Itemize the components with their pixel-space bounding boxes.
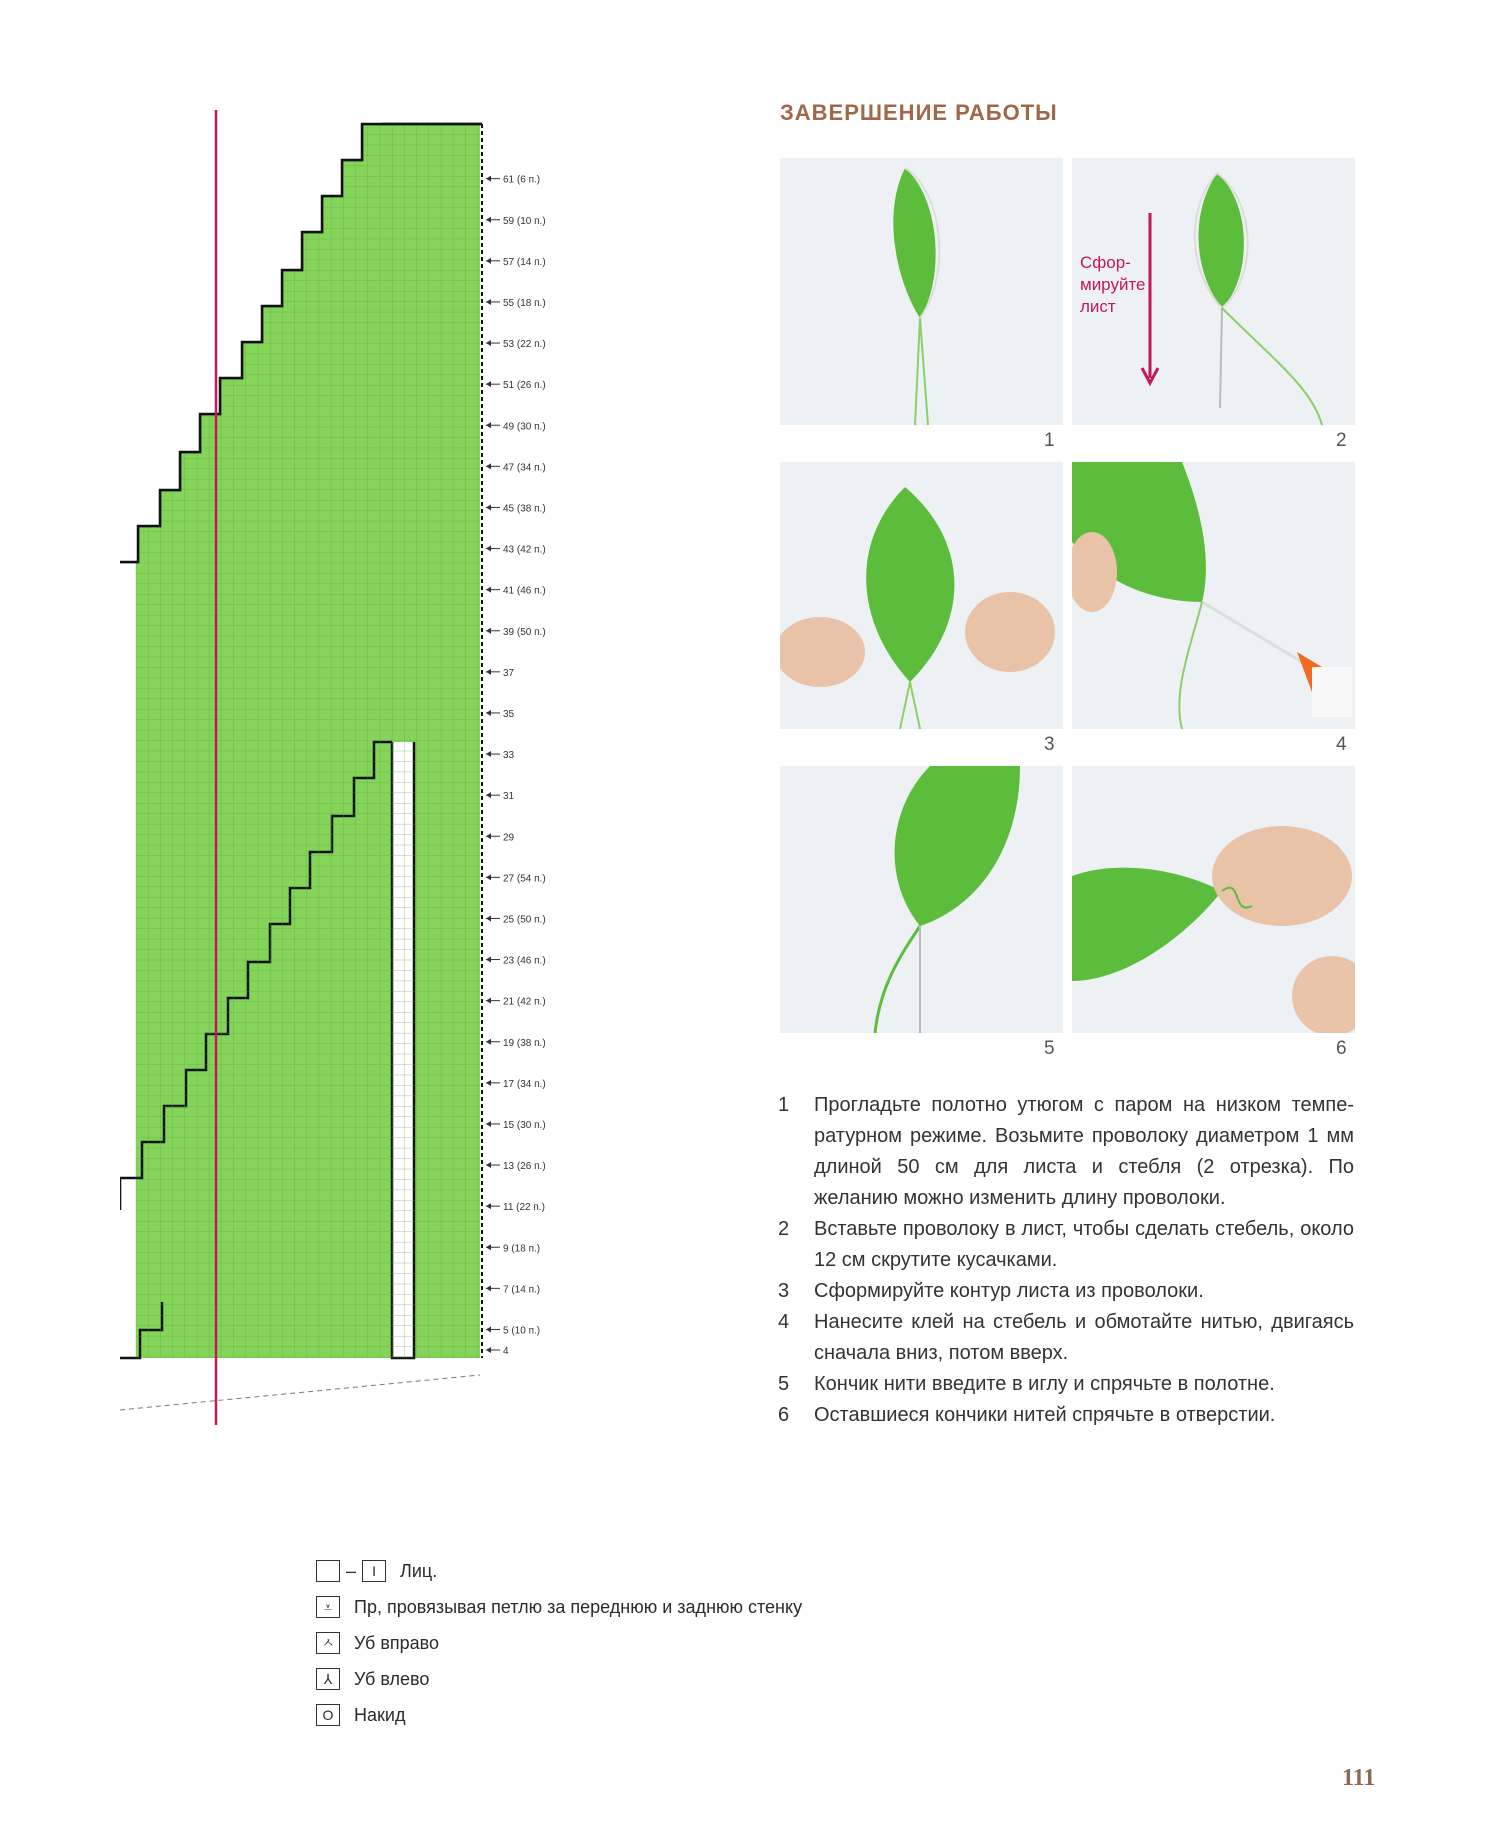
row-arrowhead (486, 546, 491, 552)
row-arrowhead (486, 381, 491, 387)
row-arrowhead (486, 957, 491, 963)
instruction-step (778, 1369, 1354, 1400)
row-label: 7 (14 п.) (503, 1284, 541, 1296)
decrease-right-icon: ㅅ (316, 1632, 340, 1654)
row-label: 23 (46 п.) (503, 955, 546, 967)
row-arrowhead (486, 915, 491, 921)
legend-row-increase (316, 1589, 802, 1625)
row-arrowhead (486, 463, 491, 469)
row-label: 19 (38 п.) (503, 1037, 546, 1049)
row-arrowhead (486, 422, 491, 428)
row-arrowhead (486, 299, 491, 305)
row-label: 61 (6 п.) (503, 174, 541, 186)
photo-2-text-1: Сфор- (1080, 253, 1131, 272)
photo-label-6: 6 (1336, 1038, 1347, 1059)
leaf-photo-5 (780, 766, 1063, 1033)
leaf-photo-4 (1072, 462, 1355, 729)
leaf-photo-2 (1072, 158, 1355, 425)
row-label: 4 (503, 1346, 509, 1357)
vertical-bar-icon: I (362, 1560, 386, 1582)
row-arrowhead (486, 1080, 491, 1086)
row-arrowhead (486, 669, 491, 675)
row-arrowhead (486, 628, 491, 634)
row-arrowhead (486, 176, 491, 182)
knitting-chart-svg (120, 110, 620, 1470)
row-label: 21 (42 п.) (503, 996, 546, 1008)
row-arrowhead (486, 792, 491, 798)
legend-row-dec-right (316, 1625, 802, 1661)
instruction-step (778, 1090, 1354, 1214)
empty-square-icon (316, 1560, 340, 1582)
page-number: 111 (1342, 1765, 1376, 1791)
legend-label: Уб влево (354, 1668, 430, 1689)
instruction-step (778, 1214, 1354, 1276)
legend-label: Накид (354, 1704, 406, 1725)
step-text: Кончик нити введите в иглу и спрячьте в полотне. (814, 1373, 1275, 1395)
row-arrowhead (486, 1326, 491, 1332)
row-label: 17 (34 п.) (503, 1078, 546, 1090)
step-number: 3 (778, 1280, 790, 1302)
knitting-chart (120, 110, 620, 1470)
legend-label: Лиц. (400, 1560, 438, 1581)
photo-3 (780, 462, 1063, 729)
row-label: 35 (503, 708, 515, 720)
photo-4 (1072, 462, 1355, 729)
photo-label-5: 5 (1044, 1038, 1055, 1059)
row-label: 55 (18 п.) (503, 297, 546, 309)
legend-row-knit (316, 1553, 802, 1589)
row-arrowhead (486, 751, 491, 757)
row-label: 27 (54 п.) (503, 873, 546, 885)
row-arrowhead (486, 504, 491, 510)
leaf-photo-1 (780, 158, 1063, 425)
yarn-over-icon: O (316, 1704, 340, 1726)
row-label: 9 (18 п.) (503, 1243, 541, 1255)
leaf-photo-6 (1072, 766, 1355, 1033)
decrease-left-icon: ⅄ (316, 1668, 340, 1690)
photo-label-4: 4 (1336, 734, 1347, 755)
photo-2-text-2: мируйте (1080, 275, 1146, 294)
step-text: Вставьте проволоку в лист, чтобы сделать стебель, около 12 см скрутите кусачками. (814, 1218, 1354, 1271)
row-label: 59 (10 п.) (503, 215, 546, 227)
step-number: 2 (778, 1218, 790, 1240)
row-label: 29 (503, 832, 515, 844)
row-arrowhead (486, 217, 491, 223)
step-number: 6 (778, 1404, 790, 1426)
row-arrowhead (486, 874, 491, 880)
row-label: 57 (14 п.) (503, 256, 546, 268)
row-label: 53 (22 п.) (503, 339, 546, 351)
photo-label-1: 1 (1044, 430, 1055, 451)
increase-symbol-icon: ⩡ (316, 1596, 340, 1618)
photo-6 (1072, 766, 1355, 1033)
legend-label: Уб вправо (354, 1632, 440, 1653)
step-text: Оставшиеся кончики нитей спрячьте в отверстии. (814, 1404, 1276, 1426)
row-label: 13 (26 п.) (503, 1161, 546, 1173)
row-label: 49 (30 п.) (503, 421, 546, 433)
row-arrowhead (486, 998, 491, 1004)
step-text: Прогладьте полотно утюгом с паром на низком темпе-ратурном режиме. Возьмите проволоку диаметром 1 мм длиной 50 см для листа и стебля (2 отрезка). По желанию можно изменить длину проволоки. (814, 1094, 1354, 1209)
step-text: Нанесите клей на стебель и обмотайте нитью, двигаясь сначала вниз, потом вверх. (814, 1311, 1354, 1364)
legend-label: Пр, провязывая петлю за переднюю и заднюю стенку (354, 1596, 803, 1617)
row-label: 45 (38 п.) (503, 503, 546, 515)
chart-perspective-line (120, 1375, 480, 1410)
row-arrowhead (486, 258, 491, 264)
row-label: 51 (26 п.) (503, 380, 546, 392)
row-label: 25 (50 п.) (503, 914, 546, 926)
legend-dash: – (346, 1560, 357, 1581)
photo-1 (780, 158, 1063, 425)
instruction-step (778, 1307, 1354, 1369)
instruction-step (778, 1276, 1354, 1307)
row-arrowhead (486, 1244, 491, 1250)
step-text: Сформируйте контур листа из проволоки. (814, 1280, 1204, 1302)
row-label: 11 (22 п.) (503, 1202, 545, 1214)
row-label: 5 (10 п.) (503, 1325, 541, 1337)
row-label: 37 (503, 667, 515, 679)
row-arrowhead (486, 1121, 491, 1127)
instructions-list (778, 1090, 1354, 1431)
row-arrowhead (486, 710, 491, 716)
row-arrowhead (486, 833, 491, 839)
step-number: 5 (778, 1373, 790, 1395)
row-label: 47 (34 п.) (503, 462, 546, 474)
photo-2-text-3: лист (1080, 297, 1116, 316)
chart-legend (316, 1553, 802, 1733)
section-title: ЗАВЕРШЕНИЕ РАБОТЫ (780, 100, 1058, 125)
row-label: 31 (503, 791, 515, 803)
row-arrowhead (486, 1162, 491, 1168)
row-label: 33 (503, 750, 515, 762)
row-arrowhead (486, 1347, 491, 1353)
row-label: 15 (30 п.) (503, 1119, 546, 1131)
row-arrowhead (486, 587, 491, 593)
row-label: 41 (46 п.) (503, 585, 546, 597)
instruction-step (778, 1400, 1354, 1431)
row-label: 43 (42 п.) (503, 544, 546, 556)
row-arrowhead (486, 340, 491, 346)
legend-row-yarn-over (316, 1697, 802, 1733)
legend-row-dec-left (316, 1661, 802, 1697)
photo-5 (780, 766, 1063, 1033)
leaf-photo-3 (780, 462, 1063, 729)
row-label: 39 (50 п.) (503, 626, 546, 638)
row-arrowhead (486, 1203, 491, 1209)
row-arrowhead (486, 1039, 491, 1045)
row-arrowhead (486, 1285, 491, 1291)
step-number: 1 (778, 1094, 790, 1116)
step-number: 4 (778, 1311, 790, 1333)
photo-2 (1072, 158, 1355, 425)
photo-label-3: 3 (1044, 734, 1055, 755)
photo-label-2: 2 (1336, 430, 1347, 451)
